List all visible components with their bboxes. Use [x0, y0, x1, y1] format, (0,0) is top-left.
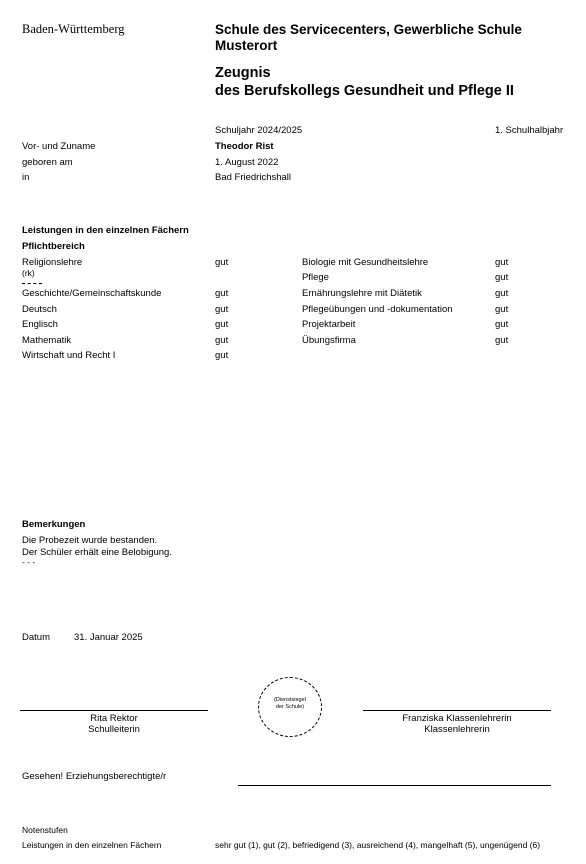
- grading-scale-title: Notenstufen: [22, 825, 68, 835]
- name-label: Vor- und Zuname: [22, 141, 96, 152]
- subject-left-1: Religionslehre: [22, 257, 83, 268]
- subject-right-4: Pflegeübungen und -dokumentation: [302, 304, 453, 315]
- state-name: Baden-Württemberg: [22, 22, 125, 36]
- religion-separator: [22, 283, 42, 284]
- school-name-line2: Musterort: [215, 38, 278, 53]
- birth-date: 1. August 2022: [215, 157, 279, 168]
- grade-right-6: gut: [495, 335, 509, 346]
- subject-left-6: Wirtschaft und Recht I: [22, 350, 116, 361]
- subject-right-6: Übungsfirma: [302, 335, 356, 346]
- subject-left-4: Englisch: [22, 319, 58, 330]
- religion-denomination: (rk): [22, 268, 35, 278]
- subject-left-5: Mathematik: [22, 335, 72, 346]
- seal-text-line1: (Dienstsiegel: [274, 697, 306, 703]
- guardian-label: Gesehen! Erziehungsberechtigte/r: [22, 771, 167, 782]
- remarks-line-3: - - -: [22, 557, 36, 567]
- grade-right-4: gut: [495, 304, 509, 315]
- grade-left-4: gut: [215, 319, 229, 330]
- teacher-signature-line: [363, 710, 551, 711]
- grade-right-5: gut: [495, 319, 509, 330]
- grade-right-2: gut: [495, 272, 509, 283]
- born-label: geboren am: [22, 157, 73, 168]
- subject-left-3: Deutsch: [22, 304, 57, 315]
- grade-left-1: gut: [215, 257, 229, 268]
- document-subtitle: des Berufskollegs Gesundheit und Pflege II: [215, 83, 514, 99]
- grade-left-2: gut: [215, 288, 229, 299]
- grade-left-6: gut: [215, 350, 229, 361]
- principal-name: Rita Rektor: [90, 713, 138, 724]
- school-term: 1. Schulhalbjahr: [495, 125, 564, 136]
- birthplace: Bad Friedrichshall: [215, 172, 292, 183]
- student-name: Theodor Rist: [215, 141, 274, 152]
- grades-section-title: Leistungen in den einzelnen Fächern: [22, 225, 189, 236]
- subject-right-2: Pflege: [302, 272, 329, 283]
- grading-scale-label: Leistungen in den einzelnen Fächern: [22, 840, 162, 850]
- grade-left-5: gut: [215, 335, 229, 346]
- subject-right-1: Biologie mit Gesundheitslehre: [302, 257, 429, 268]
- subject-right-5: Projektarbeit: [302, 319, 356, 330]
- teacher-role: Klassenlehrerin: [424, 724, 490, 735]
- mandatory-subsection-title: Pflichtbereich: [22, 241, 85, 252]
- document-title: Zeugnis: [215, 65, 271, 81]
- date-value: 31. Januar 2025: [74, 632, 143, 643]
- school-year: Schuljahr 2024/2025: [215, 125, 303, 136]
- grading-scale-values: sehr gut (1), gut (2), befriedigend (3), ausreichend (4), mangelhaft (5), ungenügend (6): [215, 840, 541, 850]
- grade-right-3: gut: [495, 288, 509, 299]
- subject-right-3: Ernährungslehre mit Diätetik: [302, 288, 422, 299]
- seal-text-line2: der Schule): [275, 704, 305, 710]
- subject-left-2: Geschichte/Gemeinschaftskunde: [22, 288, 162, 299]
- birthplace-label: in: [22, 172, 30, 183]
- guardian-signature-line: [238, 785, 551, 786]
- remarks-title: Bemerkungen: [22, 519, 86, 530]
- principal-role: Schulleiterin: [88, 724, 140, 735]
- remarks-line-2: Der Schüler erhält eine Belobigung.: [22, 547, 172, 558]
- grade-left-3: gut: [215, 304, 229, 315]
- principal-signature-line: [20, 710, 208, 711]
- date-label: Datum: [22, 632, 50, 643]
- grade-right-1: gut: [495, 257, 509, 268]
- remarks-line-1: Die Probezeit wurde bestanden.: [22, 535, 158, 546]
- school-name-line1: Schule des Servicecenters, Gewerbliche Schule: [215, 22, 522, 37]
- teacher-name: Franziska Klassenlehrerin: [402, 713, 512, 724]
